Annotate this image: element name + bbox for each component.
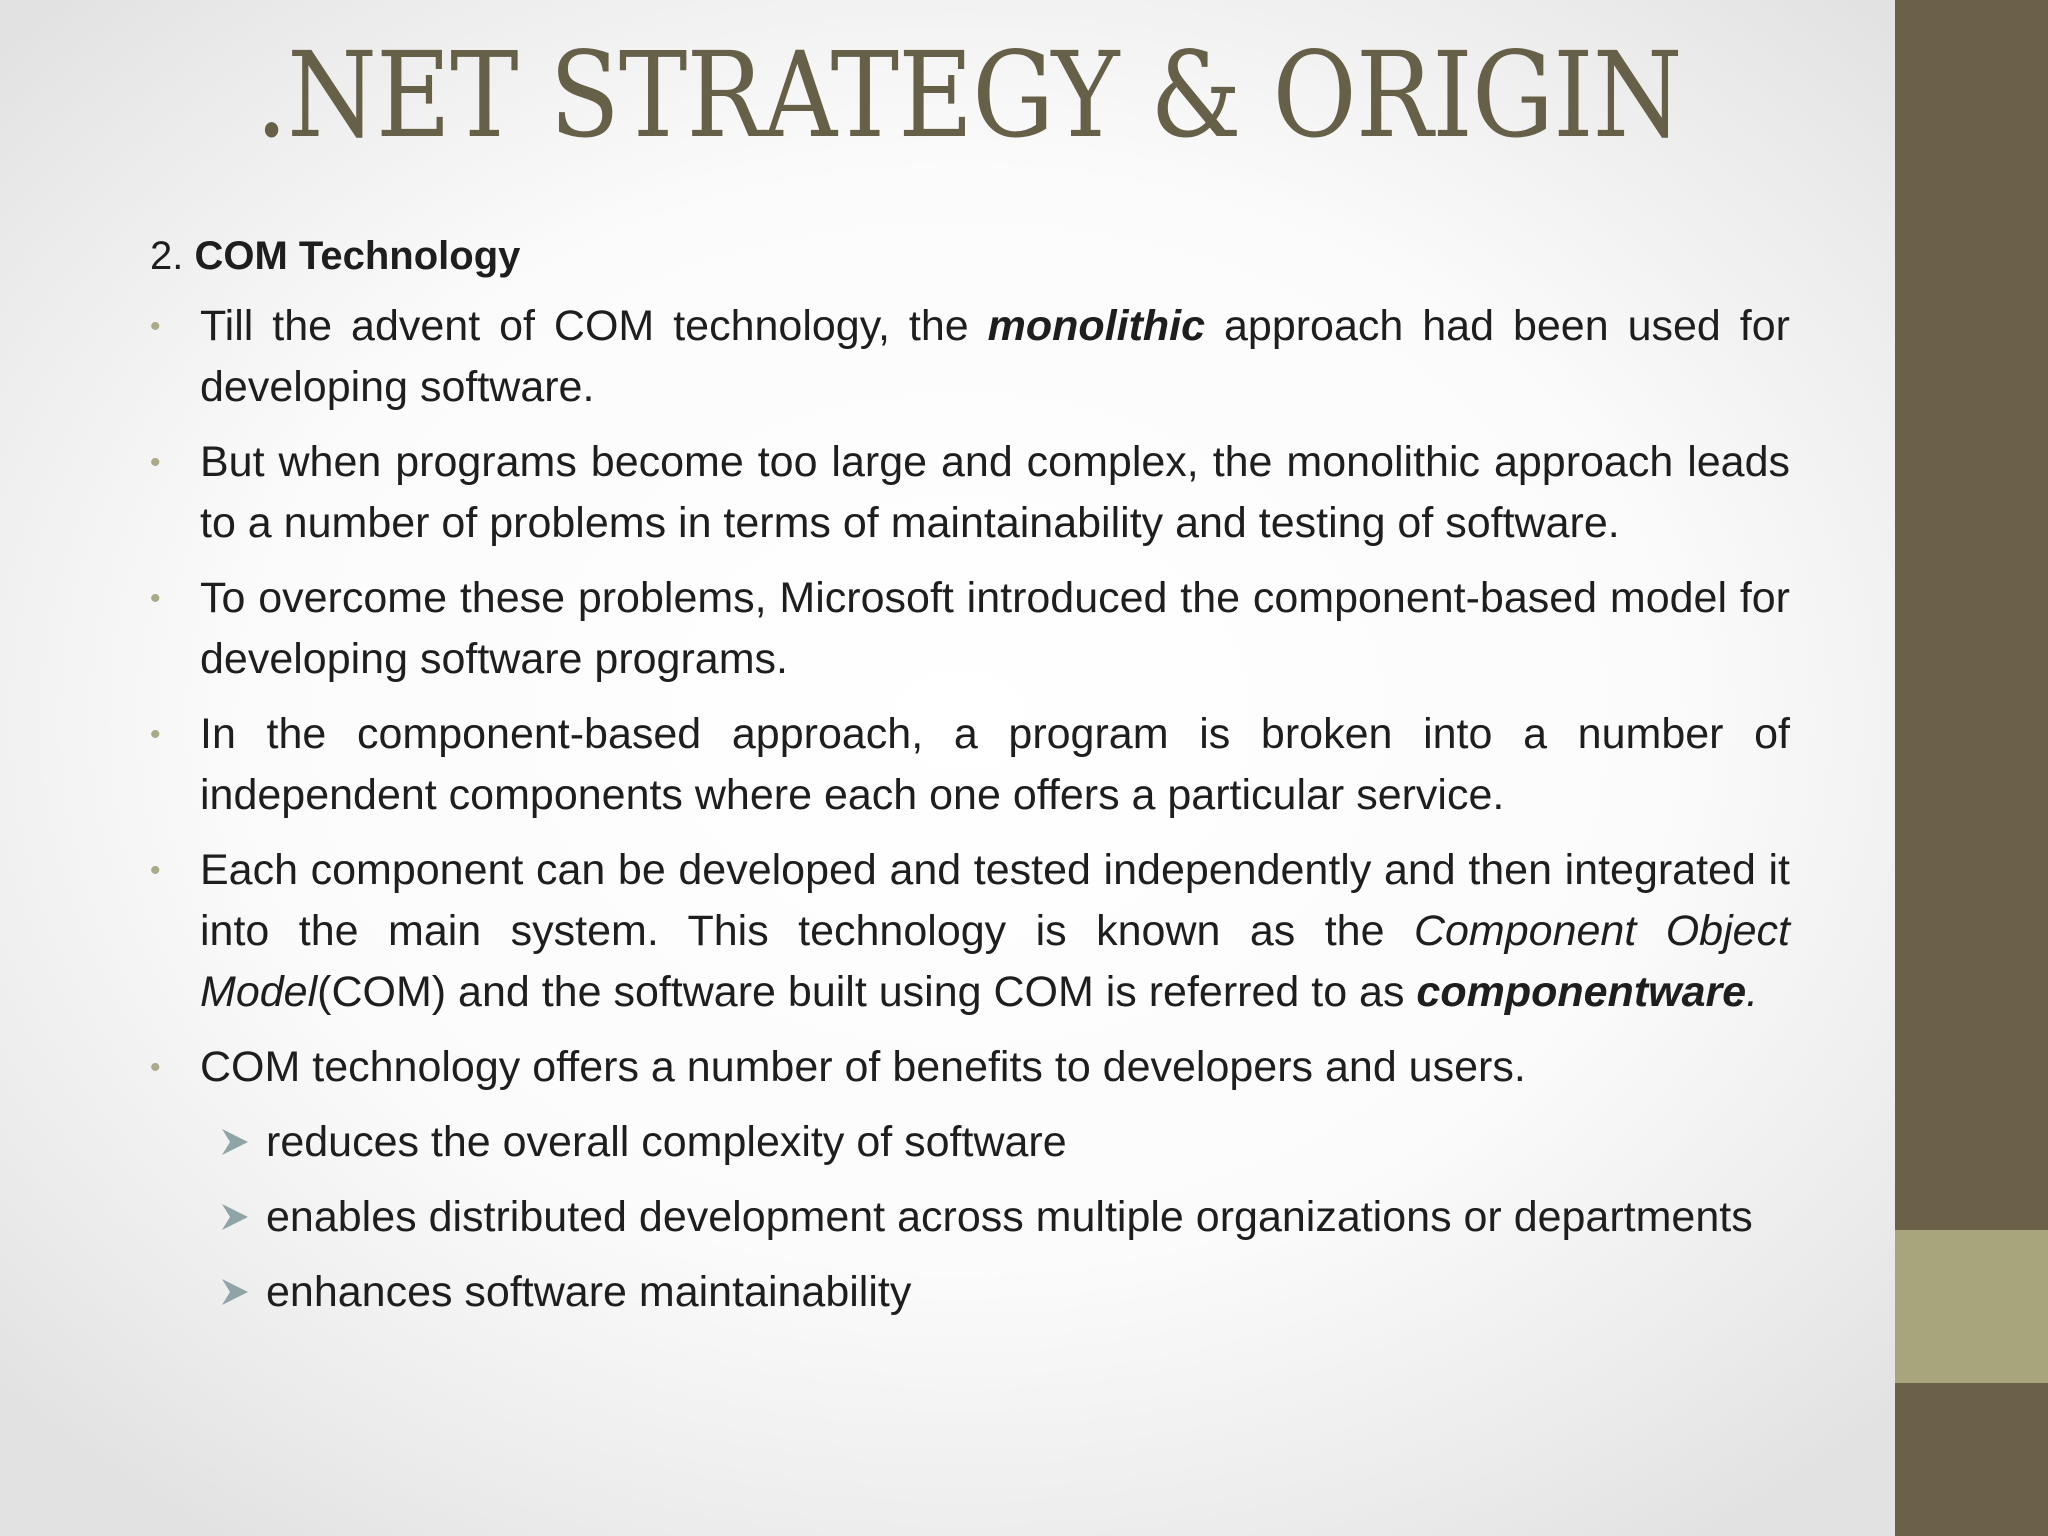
slide-content xyxy=(150,228,1790,1337)
bullet-text: approach had been used for developing software. xyxy=(200,302,1790,411)
bullet-item-com-definition xyxy=(150,840,1790,1023)
sub-bullet-item xyxy=(150,1112,1790,1173)
arrow-bullet-icon xyxy=(220,1202,250,1232)
bullet-item-large-programs xyxy=(150,432,1790,554)
sub-bullet-item xyxy=(150,1187,1790,1248)
bullet-dot-icon: • xyxy=(150,718,161,751)
bullet-item-monolithic xyxy=(150,296,1790,418)
bullet-emphasis: monolithic xyxy=(987,302,1206,350)
bullet-item-microsoft-model xyxy=(150,568,1790,690)
bullet-text: COM technology offers a number of benefits to developers and users. xyxy=(200,1043,1526,1091)
side-accent-block xyxy=(1895,1230,2048,1383)
bullet-text: But when programs become too large and complex, the monolithic approach leads to a number of problems in terms of maintainability and testing of software. xyxy=(200,438,1790,547)
bullet-text: To overcome these problems, Microsoft introduced the component-based model for developing software programs. xyxy=(200,574,1790,683)
bullet-text: Till the advent of COM technology, the xyxy=(200,302,988,350)
sub-bullet-text: enhances software maintainability xyxy=(266,1268,912,1316)
section-number: 2. xyxy=(150,234,184,278)
bullet-list xyxy=(150,296,1790,1323)
arrow-bullet-icon xyxy=(220,1127,250,1157)
bullet-dot-icon: • xyxy=(150,446,161,479)
section-label: COM Technology xyxy=(194,234,521,278)
bullet-dot-icon: • xyxy=(150,310,161,343)
bullet-item-component-approach xyxy=(150,704,1790,826)
arrow-bullet-icon xyxy=(220,1277,250,1307)
sub-bullet-text: enables distributed development across multiple organizations or departments xyxy=(266,1193,1753,1241)
bullet-text: In the component-based approach, a program is broken into a number of independent components where each one offers a particular service. xyxy=(200,710,1790,819)
section-heading xyxy=(150,228,1790,284)
bullet-dot-icon: • xyxy=(150,854,161,887)
bullet-emphasis: componentware xyxy=(1416,968,1747,1016)
bullet-dot-icon: • xyxy=(150,582,161,615)
sub-bullet-text: reduces the overall complexity of software xyxy=(266,1118,1067,1166)
bullet-item-benefits xyxy=(150,1037,1790,1323)
bullet-text: Each component can be developed and tested independently and then integrated it into the main system. This technology is known as the xyxy=(200,846,1790,955)
sub-bullet-list xyxy=(150,1112,1790,1323)
bullet-dot-icon: • xyxy=(150,1051,161,1084)
bullet-text: (COM) and the software built using COM is referred to as xyxy=(317,968,1417,1016)
bullet-italic-term: Component Object Model xyxy=(200,907,1791,1016)
sub-bullet-item xyxy=(150,1262,1790,1323)
bullet-text-end: . xyxy=(1746,968,1759,1016)
slide-title: .NET STRATEGY & ORIGIN xyxy=(255,26,1682,164)
